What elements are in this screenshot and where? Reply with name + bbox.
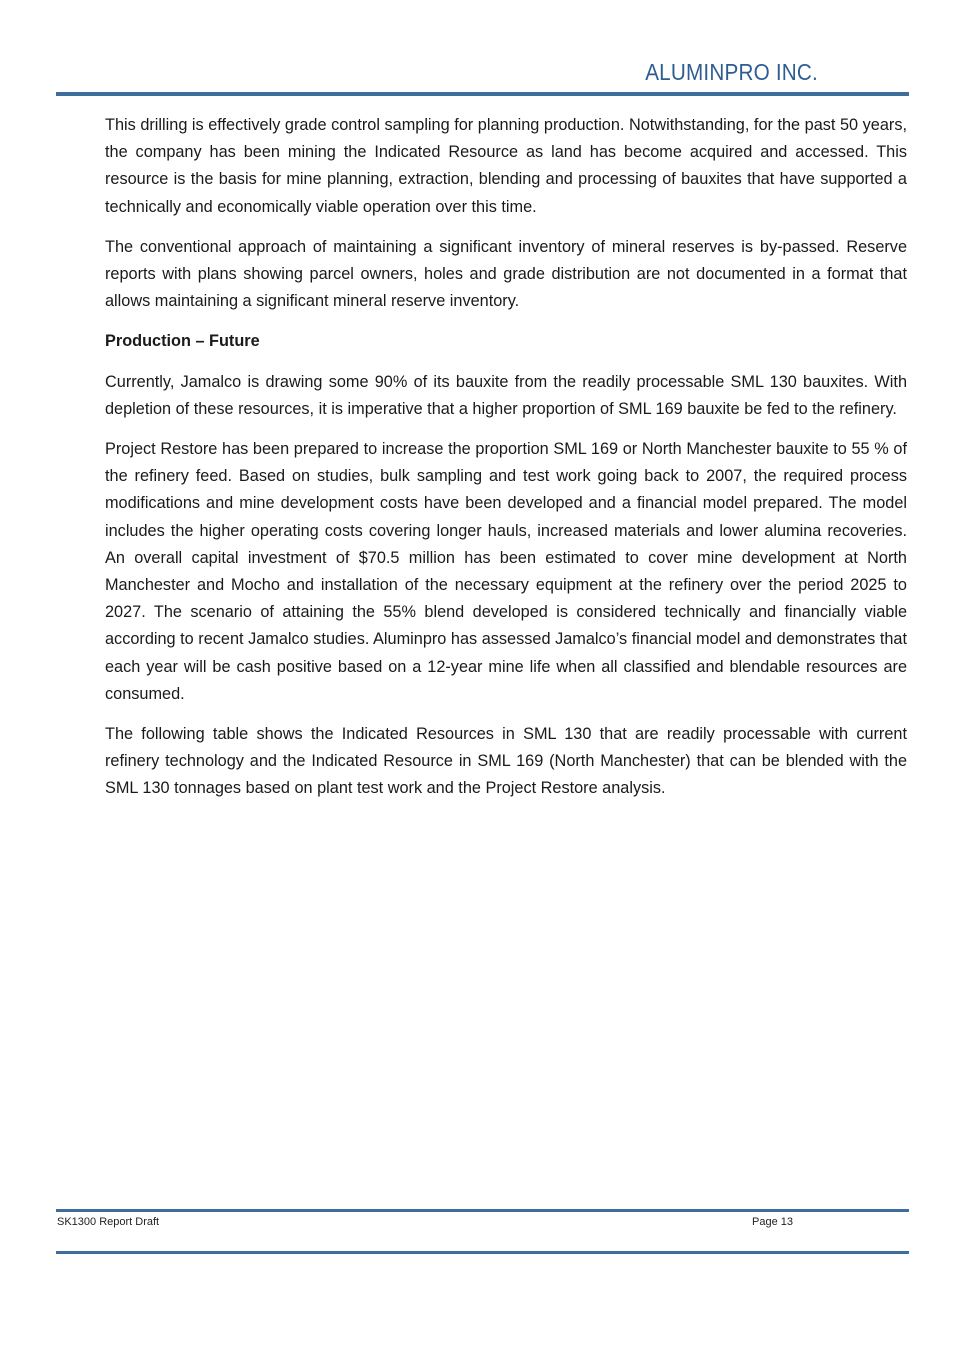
footer-document-title: SK1300 Report Draft	[57, 1216, 160, 1228]
footer-divider-top	[56, 1209, 909, 1212]
paragraph-project-restore: Project Restore has been prepared to increase the proportion SML 169 or North Manchester bauxite to 55 % of the refinery feed. Based on studies, bulk sampling and test work going back to 2007, the required process modifications and mine development costs have been developed and a financial model prepared. The model includes the higher operating costs covering longer hauls, increased materials and lower alumina recoveries. An overall capital investment of $70.5 million has been estimated to cover mine development at North Manchester and Mocho and installation of the necessary equipment at the refinery over the period 2025 to 2027. The scenario of attaining the 55% blend developed is considered technically and financially viable according to recent Jamalco studies. Aluminpro has assessed Jamalco’s financial model and demonstrates that each year will be cash positive based on a 12-year mine life when all classified and blendable resources are consumed.	[105, 440, 907, 703]
paragraph-drilling: This drilling is effectively grade control sampling for planning production. Notwithstanding, for the past 50 years, the company has been mining the Indicated Resource as land has become acquired and accessed. This resource is the basis for mine planning, extraction, blending and processing of bauxites that have supported a technically and economically viable operation over this time.	[105, 116, 907, 216]
report-body	[105, 112, 907, 816]
company-name: ALUMINPRO INC.	[645, 59, 818, 85]
footer-page-number: Page 13	[752, 1216, 793, 1228]
section-heading-production-future: Production – Future	[105, 332, 260, 351]
paragraph-table-intro: The following table shows the Indicated Resources in SML 130 that are readily processable with current refinery technology and the Indicated Resource in SML 169 (North Manchester) that can be blended with the SML 130 tonnages based on plant test work and the Project Restore analysis.	[105, 725, 907, 798]
paragraph-current-production: Currently, Jamalco is drawing some 90% of its bauxite from the readily processable SML 130 bauxites. With depletion of these resources, it is imperative that a higher proportion of SML 169 bauxite be fed to the refinery.	[105, 372, 907, 418]
footer-divider-bottom	[56, 1251, 909, 1254]
header-divider	[56, 92, 909, 96]
paragraph-reserves: The conventional approach of maintaining a significant inventory of mineral reserves is by-passed. Reserve reports with plans showing parcel owners, holes and grade distribution are not documented in a format that allows maintaining a significant mineral reserve inventory.	[105, 237, 907, 311]
